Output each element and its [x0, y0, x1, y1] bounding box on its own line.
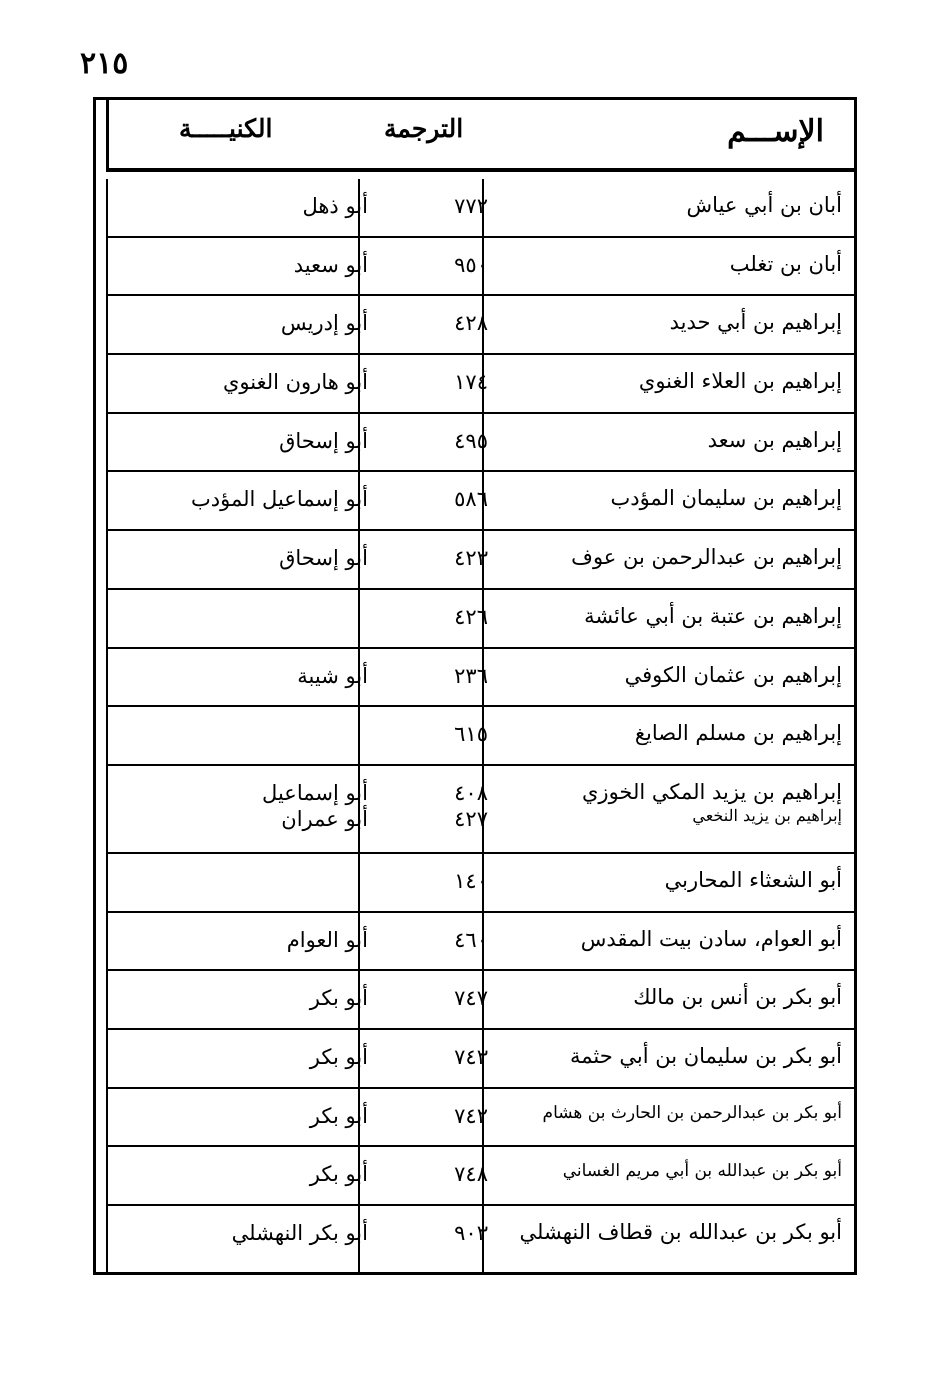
entry-name-secondary: إبراهيم بن يزيد النخعي: [692, 805, 842, 825]
table-row: [108, 590, 854, 649]
entry-number-value: ٤٩٥: [454, 428, 488, 453]
table-row: [108, 1206, 854, 1265]
entry-number: [398, 721, 488, 747]
entry-name: [687, 193, 842, 217]
entry-name-text: إبراهيم بن سعد: [707, 427, 842, 452]
entry-kunya: [168, 369, 368, 395]
entry-name-text: أبو العوام، سادن بيت المقدس: [580, 926, 842, 951]
table-body: [106, 179, 854, 1272]
entry-number-value: ٩٠٣: [454, 1221, 488, 1245]
entry-number-value: ٤٦٠: [454, 927, 488, 952]
entry-kunya: [168, 1044, 368, 1070]
entry-kunya-value: أبو عمران: [281, 806, 368, 831]
table-row: [108, 913, 854, 972]
table-row: [108, 355, 854, 414]
header-name: الإســـم: [727, 114, 824, 149]
table-row: [108, 472, 854, 531]
entry-number-value: ٧٤٨: [454, 1162, 488, 1187]
entry-number-value: ١٤٠: [454, 868, 488, 893]
entry-number: [398, 780, 488, 832]
entry-name: [520, 1220, 842, 1244]
entry-name-text: أبو بكر بن أنس بن مالك: [633, 985, 842, 1010]
table-row: [108, 854, 854, 913]
entry-name-text: أبو بكر بن عبدالله بن قطاف النهشلي: [519, 1220, 842, 1244]
entry-number: [398, 663, 488, 689]
entry-kunya-value: أبو إسحاق: [279, 546, 368, 571]
entry-number: [398, 1161, 488, 1187]
table-row: [108, 179, 854, 238]
entry-name: [670, 310, 842, 334]
entry-number: [398, 868, 488, 894]
table-row: [108, 1030, 854, 1089]
entry-name-text: إبراهيم بن أبي حديد: [669, 310, 842, 335]
entry-name: [610, 486, 842, 510]
entry-number-value: ٤٢٣: [454, 546, 488, 571]
entry-name: [582, 780, 842, 825]
entry-name-text: أبو الشعثاء المحاربي: [664, 867, 842, 892]
entry-name: [665, 868, 842, 892]
entry-kunya-value: أبو بكر: [309, 986, 368, 1011]
entry-name-text: أبان بن أبي عياش: [686, 193, 842, 217]
entry-number-value: ٤٢٦: [454, 604, 488, 629]
entry-number-value: ١٧٤: [454, 370, 488, 395]
entry-kunya: [168, 310, 368, 336]
entry-kunya-value: أبو سعيد: [293, 252, 368, 277]
entry-number: [398, 369, 488, 395]
entry-kunya-value: أبو إسماعيل المؤدب: [191, 487, 368, 512]
entry-name: [570, 1044, 842, 1068]
entry-name-text: إبراهيم بن عتبة بن أبي عائشة: [584, 603, 842, 628]
entry-kunya-value: أبو إدريس: [280, 311, 368, 336]
table-row: [108, 238, 854, 297]
table-header: [106, 100, 854, 172]
entry-number-value: ٧٧٢: [454, 194, 488, 218]
entry-number: [398, 428, 488, 454]
entry-name: [543, 1103, 842, 1123]
entry-name: [730, 252, 842, 276]
entry-number-value: ٦١٥: [454, 722, 488, 747]
entry-kunya: [168, 927, 368, 953]
index-table-frame: [93, 97, 857, 1275]
entry-kunya-value: أبو العوام: [286, 927, 368, 952]
entry-name: [584, 604, 842, 628]
entry-name: [635, 721, 842, 745]
entry-name-text: إبراهيم بن مسلم الصايغ: [634, 721, 842, 746]
entry-kunya-value: أبو شيبة: [297, 663, 368, 688]
entry-kunya-value: أبو بكر: [309, 1044, 368, 1069]
table-row: [108, 296, 854, 355]
entry-name: [625, 663, 842, 687]
entry-kunya-value: أبو بكر: [309, 1103, 368, 1128]
entry-number: [398, 604, 488, 630]
header-kunya: الكنيـــــة: [179, 114, 273, 143]
entry-kunya-value: أبو إسحاق: [279, 428, 368, 453]
entry-number: [398, 193, 488, 219]
entry-kunya-value: أبو هارون الغنوي: [222, 370, 368, 395]
entry-number-value: ٩٥٠: [454, 252, 488, 277]
entry-kunya-value: أبو إسماعيل: [262, 780, 368, 805]
entry-number: [398, 1103, 488, 1129]
page-number: ٢١٥: [80, 46, 129, 81]
entry-kunya: [168, 985, 368, 1011]
entry-kunya-value: أبو ذهل: [302, 194, 368, 218]
entry-name-text: إبراهيم بن عبدالرحمن بن عوف: [571, 545, 842, 570]
entry-kunya: [168, 780, 368, 832]
entry-kunya: [168, 252, 368, 278]
entry-kunya: [168, 663, 368, 689]
table-row: [108, 707, 854, 766]
entry-name: [581, 927, 842, 951]
entry-name: [563, 1161, 842, 1181]
entry-kunya: [168, 193, 368, 219]
table-row: [108, 1147, 854, 1206]
entry-kunya-value: أبو بكر النهشلي: [231, 1221, 368, 1245]
entry-number-value: ٧٤٧: [454, 986, 488, 1011]
entry-number: [398, 927, 488, 953]
entry-number-value: ٧٤٣: [454, 1044, 488, 1069]
entry-name-text: أبو بكر بن سليمان بن أبي حثمة: [569, 1043, 842, 1068]
entry-number: [398, 486, 488, 512]
entry-name-text: إبراهيم بن سليمان المؤدب: [610, 486, 842, 511]
entry-name-text: إبراهيم بن العلاء الغنوي: [638, 369, 842, 394]
entry-number-value: ٤٢٨: [454, 311, 488, 336]
entry-name-text: أبو بكر بن عبدالرحمن بن الحارث بن هشام: [542, 1102, 842, 1123]
entry-kunya: [168, 1103, 368, 1129]
table-row: [108, 1089, 854, 1148]
table-row: [108, 531, 854, 590]
entry-name: [571, 545, 842, 569]
entry-name-text: إبراهيم بن يزيد المكي الخوزي: [581, 779, 842, 804]
entry-kunya: [168, 486, 368, 512]
entry-kunya: [168, 428, 368, 454]
entry-number: [398, 1044, 488, 1070]
entry-name-text: إبراهيم بن عثمان الكوفي: [624, 662, 842, 687]
entry-number-value: ٢٣٦: [454, 663, 488, 688]
entry-name: [639, 369, 842, 393]
entry-number-value: ٥٨٦: [454, 487, 488, 512]
entry-kunya-value: أبو بكر: [309, 1162, 368, 1187]
entry-number: [398, 985, 488, 1011]
entry-kunya: [168, 1161, 368, 1187]
table-row: [108, 766, 854, 854]
entry-name-text: أبان بن تغلب: [729, 251, 842, 276]
entry-number: [398, 545, 488, 571]
table-row: [108, 414, 854, 473]
entry-kunya: [168, 545, 368, 571]
entry-number: [398, 310, 488, 336]
entry-number-value: ٤٢٧: [454, 806, 488, 831]
entry-kunya: [168, 1220, 368, 1246]
entry-number: [398, 1220, 488, 1246]
entry-name-text: أبو بكر بن عبدالله بن أبي مريم الغساني: [562, 1161, 842, 1182]
entry-name: [708, 428, 842, 452]
entry-number: [398, 252, 488, 278]
table-row: [108, 649, 854, 708]
table-row: [108, 971, 854, 1030]
entry-name: [633, 985, 842, 1009]
header-entry: الترجمة: [384, 114, 464, 143]
entry-number-value: ٤٠٨: [454, 780, 488, 805]
entry-number-value: ٧٤٢: [454, 1103, 488, 1128]
